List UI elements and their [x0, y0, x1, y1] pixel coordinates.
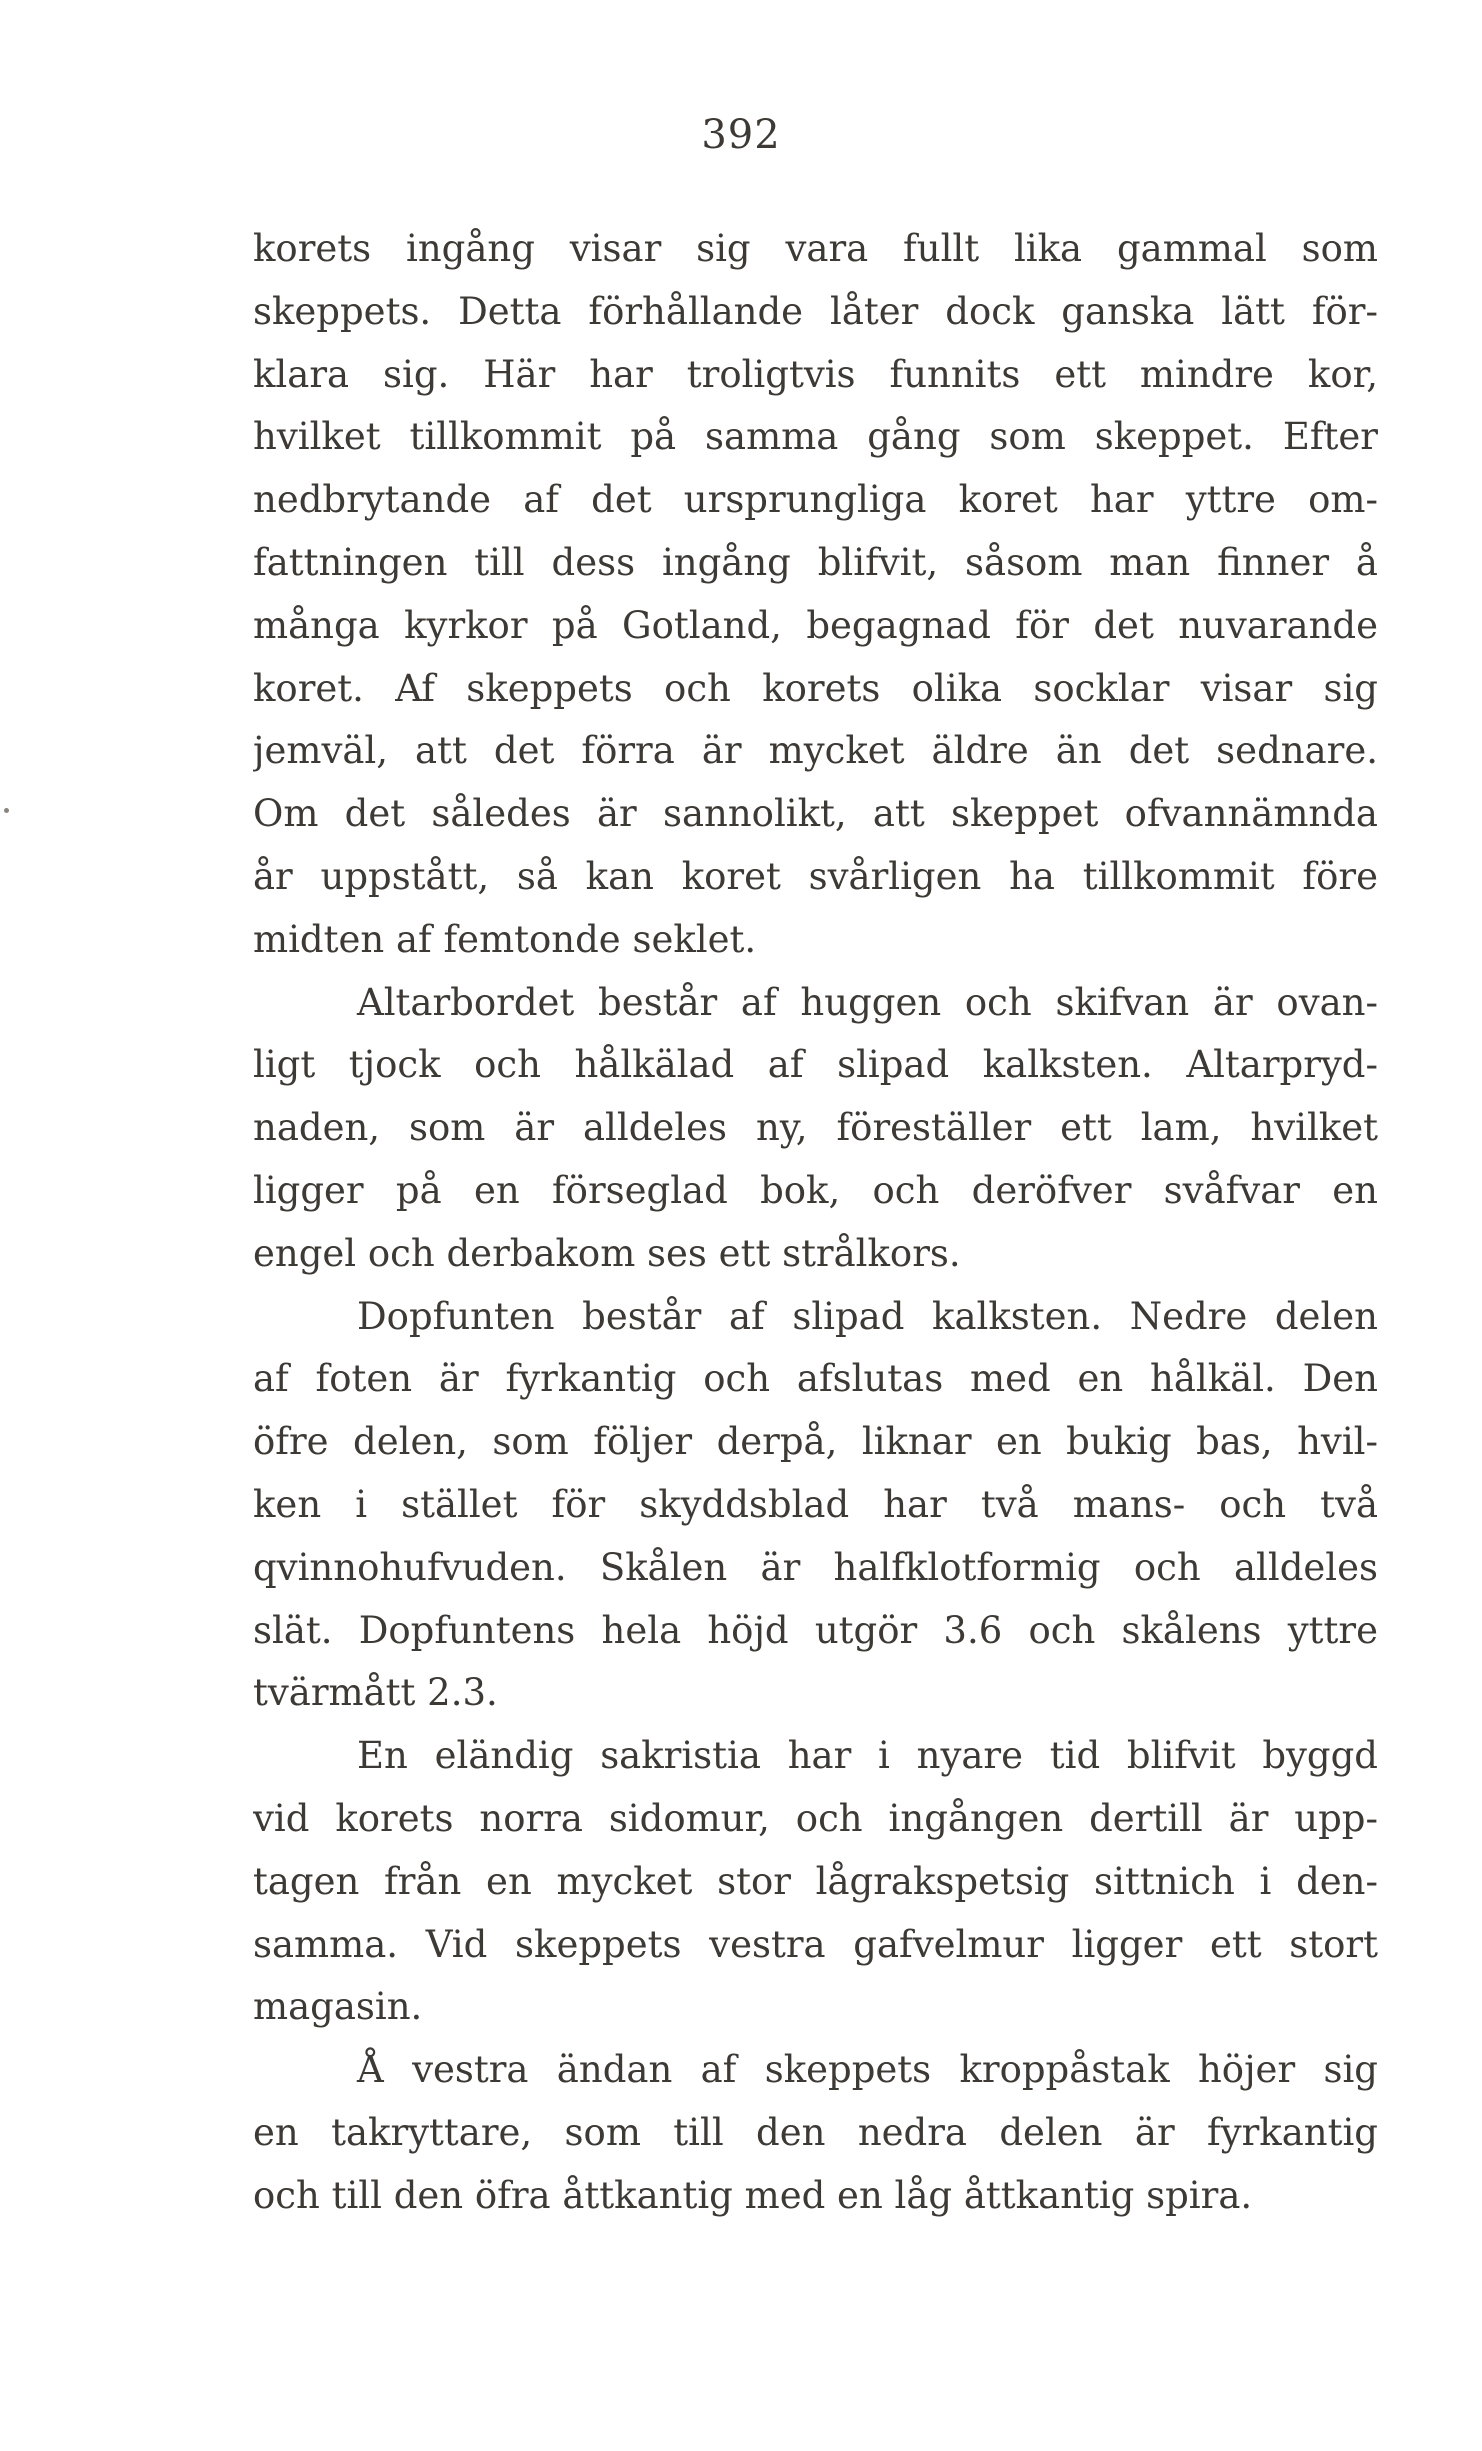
text-line: jemväl, att det förra är mycket äldre än det sednare. — [253, 729, 1378, 773]
text-line: en takryttare, som till den nedra delen är fyrkantig — [253, 2110, 1378, 2154]
text-line: slät. Dopfuntens hela höjd utgör 3.6 och skålens yttre — [253, 1608, 1378, 1652]
text-line: ligger på en förseglad bok, och deröfver svåfvar en — [253, 1168, 1378, 1212]
body-text — [253, 218, 1378, 2228]
text-line: många kyrkor på Gotland, begagnad för det nuvarande — [253, 603, 1378, 647]
page-number: 392 — [701, 112, 781, 158]
text-line: magasin. — [253, 1985, 423, 2029]
text-line: vid korets norra sidomur, och ingången dertill är upp- — [253, 1796, 1378, 1840]
text-line: Dopfunten består af slipad kalksten. Nedre delen — [357, 1294, 1378, 1338]
text-line: tagen från en mycket stor lågrakspetsig sittnich i den- — [253, 1859, 1378, 1903]
text-line: år uppstått, så kan koret svårligen ha tillkommit före — [253, 854, 1378, 898]
text-line: skeppets. Detta förhållande låter dock ganska lätt för- — [253, 289, 1378, 333]
text-line: Å vestra ändan af skeppets kroppåstak höjer sig — [357, 2048, 1378, 2092]
text-line: nedbrytande af det ursprungliga koret har yttre om- — [253, 478, 1378, 522]
text-line: naden, som är alldeles ny, föreställer ett lam, hvilket — [253, 1106, 1378, 1150]
text-line: klara sig. Här har troligtvis funnits ett mindre kor, — [253, 352, 1378, 396]
text-line: engel och derbakom ses ett strålkors. — [253, 1231, 961, 1275]
text-line: samma. Vid skeppets vestra gafvelmur ligger ett stort — [253, 1922, 1378, 1966]
text-line: En eländig sakristia har i nyare tid blifvit byggd — [357, 1734, 1378, 1778]
text-line: och till den öfra åttkantig med en låg åttkantig spira. — [253, 2173, 1253, 2217]
text-line: ken i stället för skyddsblad har två mans- och två — [253, 1482, 1378, 1526]
margin-speck — [4, 808, 9, 813]
text-line: Altarbordet består af huggen och skifvan är ovan- — [357, 980, 1378, 1024]
text-line: midten af femtonde seklet. — [253, 917, 757, 961]
text-line: Om det således är sannolikt, att skeppet ofvannämnda — [253, 792, 1378, 836]
text-line: hvilket tillkommit på samma gång som skeppet. Efter — [253, 415, 1378, 459]
text-line: ligt tjock och hålkälad af slipad kalksten. Altarpryd- — [253, 1043, 1378, 1087]
text-line: qvinnohufvuden. Skålen är halfklotformig och alldeles — [253, 1545, 1378, 1589]
text-line: tvärmått 2.3. — [253, 1671, 498, 1715]
text-line: öfre delen, som följer derpå, liknar en bukig bas, hvil- — [253, 1420, 1378, 1464]
text-line: koret. Af skeppets och korets olika socklar visar sig — [253, 666, 1378, 710]
text-line: af foten är fyrkantig och afslutas med en hålkäl. Den — [253, 1357, 1378, 1401]
text-line: fattningen till dess ingång blifvit, såsom man finner å — [253, 540, 1378, 584]
text-line: korets ingång visar sig vara fullt lika gammal som — [253, 227, 1378, 270]
